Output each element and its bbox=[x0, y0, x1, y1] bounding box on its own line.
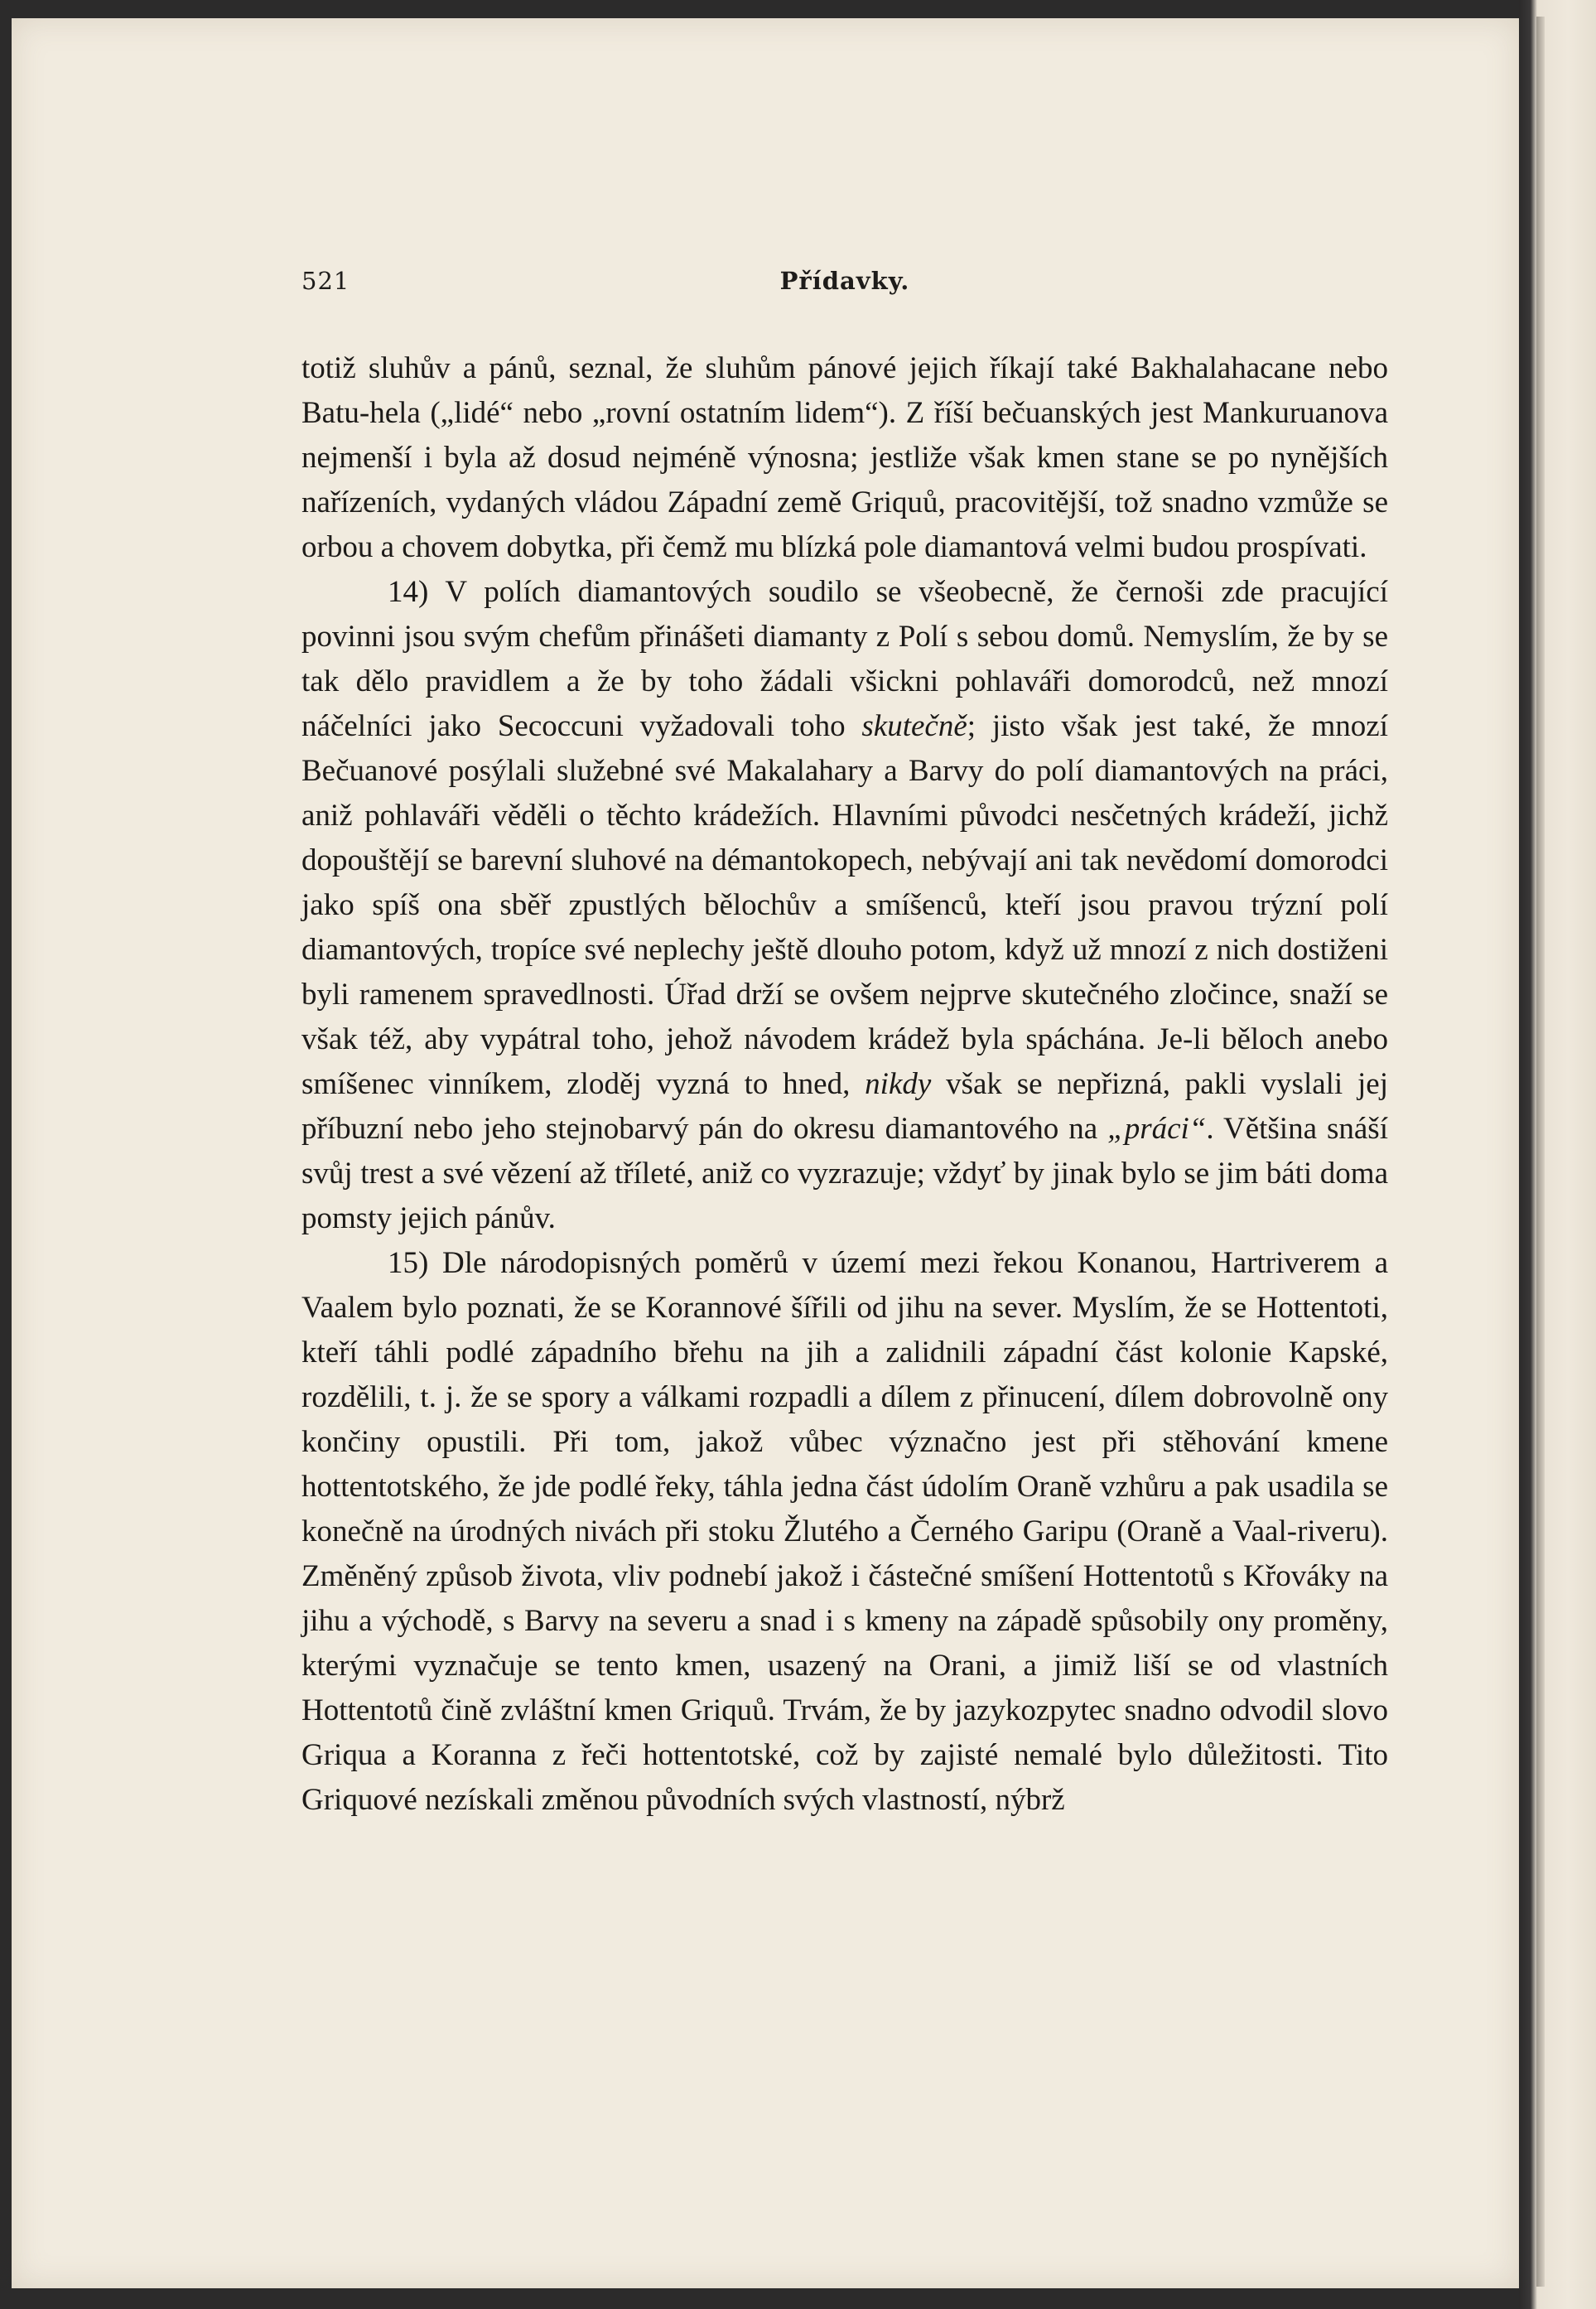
italic-run: „práci“ bbox=[1107, 1112, 1207, 1146]
italic-run: nikdy bbox=[865, 1067, 932, 1101]
text-run: totiž sluhův a pánů, seznal, že sluhům pánové jejich říkají také Bakhalahacane nebo Batu-hela („lidé“ nebo „rovní ostatním lidem“). Z říší bečuanských jest Mankuruanova nejmenší i byla až dosud nejméně výnosna; jestliže však kmen stane se po nynějších nařízeních, vydaných vládou Západní země Griquů, pracovitější, tož snadno vzmůže se orbou a chovem dobytka, při čemž mu blízká pole diamantová velmi budou prospívati. bbox=[301, 351, 1388, 564]
text-run: však se nepřizná, pakli vyslali jej příbuzní nebo jeho stejnobarvý pán do okresu diamantového na bbox=[301, 1067, 1389, 1146]
body-text bbox=[301, 346, 1388, 1823]
text-run: ; jisto však jest také, že mnozí Bečuanové posýlali služebné své Makalahary a Barvy do polí diamantových na práci, aniž pohlaváři věděli o těchto krádežích. Hlavními původci nesčetných krádeží, jichž dopouštějí se barevní sluhové na démantokopech, nebývají ani tak nevědomí domorodci jako spíš ona sběř zpustlých bělochův a smíšenců, kteří jsou pravou trýzní polí diamantových, tropíce své neplechy ještě dlouho potom, když už mnozí z nich dostiženi byli ramenem spravedlnosti. Úřad drží se ovšem nejprve skutečného zločince, snaží se však též, aby vypátral toho, jehož návodem krádež byla spáchána. Je-li běloch anebo smíšenec vinníkem, zloděj vyzná to hned, bbox=[301, 709, 1388, 1101]
running-title: Přídavky. bbox=[779, 267, 910, 295]
italic-run: skutečně bbox=[861, 709, 967, 743]
paragraph-continued bbox=[301, 346, 1388, 570]
paragraph-note-15 bbox=[301, 1241, 1388, 1823]
page-number: 521 bbox=[301, 267, 350, 295]
facing-page-edge bbox=[1519, 0, 1596, 2309]
text-run: . Většina snáší svůj trest a své vězení až tříleté, aniž co vyzrazuje; vždyť by jinak bylo se jim báti doma pomsty jejich pánův. bbox=[301, 1112, 1388, 1235]
running-header bbox=[301, 267, 1388, 300]
page-fold-shadow bbox=[1536, 17, 1545, 2287]
text-run: 15) Dle národopisných poměrů v území mezi řekou Konanou, Hartriverem a Vaalem bylo poznati, že se Korannové šířili od jihu na sever. Myslím, že se Hottentoti, kteří táhli podlé západního břehu na jih a zalidnili západní část kolonie Kapské, rozdělili, t. j. že se spory a válkami rozpadli a dílem z přinucení, dílem dobrovolně ony končiny opustili. Při tom, jakož vůbec význačno jest při stěhování kmene hottentotského, že jde podlé řeky, táhla jedna část údolím Oraně vzhůru a pak usadila se konečně na úrodných nivách při stoku Žlutého a Černého Garipu (Oraně a Vaal-riveru). Změněný způsob života, vliv podnebí jakož i částečné smíšení Hottentotů s Křováky na jihu a východě, s Barvy na severu a snad i s kmeny na západě spůsobily ony proměny, kterými vyznačuje se tento kmen, usazený na Orani, a jimiž liší se od vlastních Hottentotů čině zvláštní kmen Griquů. Trvám, že by jazykozpytec snadno odvodil slovo Griqua a Koranna z řeči hottentotské, což by zajisté nemalé bylo důležitosti. Tito Griquové nezískali změnou původních svých vlastností, nýbrž bbox=[301, 1246, 1388, 1817]
text-run: 14) V polích diamantových soudilo se všeobecně, že černoši zde pracující povinni jsou svým chefům přinášeti diamanty z Polí s sebou domů. Nemyslím, že by se tak dělo pravidlem a že by toho žádali všickni pohlaváři domorodců, než mnozí náčelníci jako Secoccuni vyžadovali toho bbox=[301, 575, 1388, 743]
paragraph-note-14 bbox=[301, 570, 1388, 1241]
